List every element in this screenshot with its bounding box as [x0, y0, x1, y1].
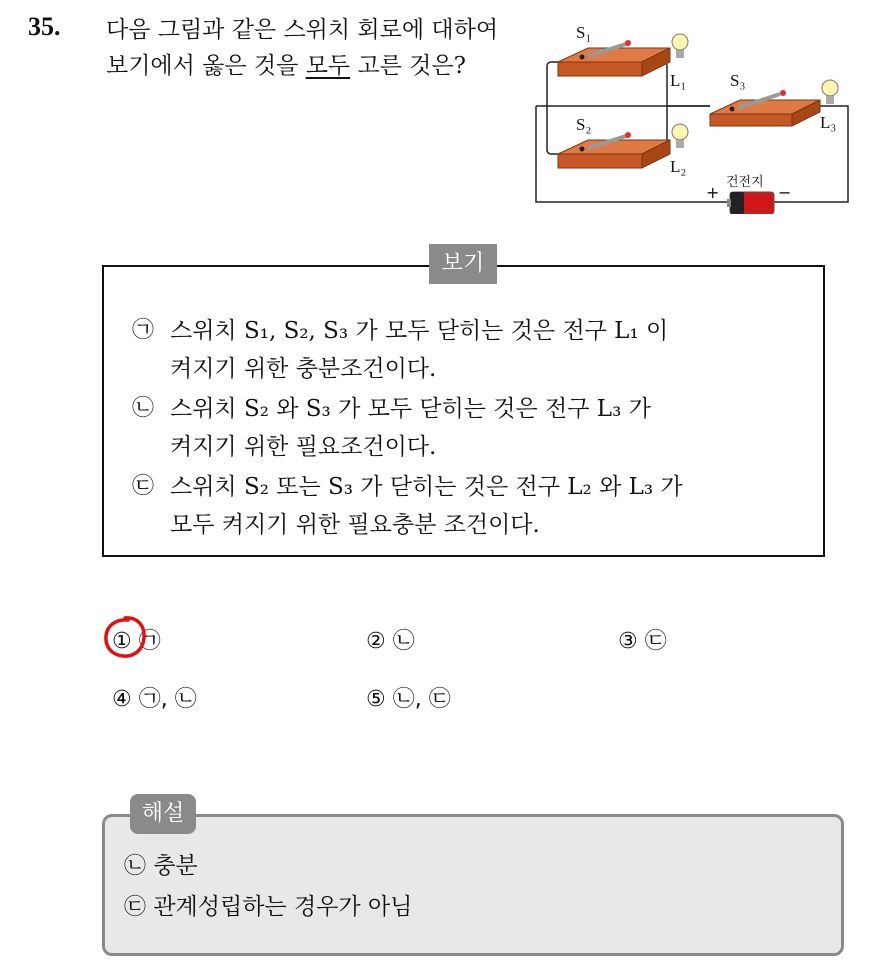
answer-choices: [108, 618, 848, 738]
bogi-item-a: ㉠ 스위치 S₁, S₂, S₃ 가 모두 닫히는 것은 전구 L₁ 이 켜지기 위한 충분조건이다.: [132, 312, 812, 388]
haeseol-line-2: ㉢ 관계성립하는 경우가 아님: [124, 894, 413, 920]
bogi-item-b: ㉡ 스위치 S₂ 와 S₃ 가 모두 닫히는 것은 전구 L₃ 가 켜지기 위한 필요조건이다.: [132, 390, 812, 466]
plus-sign: +: [706, 183, 720, 202]
bogi-items: [132, 312, 812, 546]
choice-2[interactable]: ② ㉡: [366, 629, 415, 654]
label-l2: L₂: [670, 157, 687, 176]
switch-s3: [710, 90, 820, 126]
label-l1: L₁: [670, 71, 687, 90]
mark-nieun: ㉡: [132, 396, 155, 421]
bulb-l1-icon: [672, 34, 688, 58]
switch-s2: [558, 132, 670, 168]
haeseol-lines: [124, 846, 824, 928]
choice-1[interactable]: ① ㉠: [112, 629, 161, 654]
minus-sign: −: [778, 183, 792, 202]
label-s3: S₃: [730, 71, 746, 90]
underlined-word: 모두: [305, 53, 351, 79]
label-s2: S₂: [576, 115, 592, 134]
battery-label: 건전지: [726, 175, 764, 190]
bulb-l3-icon: [822, 80, 838, 104]
battery-icon: [727, 192, 774, 214]
switch-s1: [558, 40, 670, 76]
mark-giyeok: ㉠: [132, 318, 155, 343]
answer-circle-annotation: [102, 614, 148, 660]
choice-5[interactable]: ⑤ ㉡, ㉢: [366, 687, 451, 712]
choice-3[interactable]: ③ ㉢: [618, 629, 667, 654]
bulb-l2-icon: [672, 124, 688, 148]
mark-digeut: ㉢: [132, 474, 155, 499]
bogi-title: 보기: [429, 244, 497, 284]
haeseol-title: 해설: [130, 794, 196, 834]
label-l3: L₃: [820, 113, 837, 132]
choice-4[interactable]: ④ ㉠, ㉡: [112, 687, 197, 712]
question-number: 35.: [28, 12, 61, 41]
circuit-diagram: [530, 14, 860, 214]
label-s1: S₁: [576, 23, 592, 42]
bogi-item-c: ㉢ 스위치 S₂ 또는 S₃ 가 닫히는 것은 전구 L₂ 와 L₃ 가 모두 켜지기 위한 필요충분 조건이다.: [132, 468, 812, 544]
haeseol-line-1: ㉡ 충분: [124, 853, 198, 879]
question-text: 다음 그림과 같은 스위치 회로에 대하여 보기에서 옳은 것을 모두 고른 것은?: [106, 17, 499, 79]
